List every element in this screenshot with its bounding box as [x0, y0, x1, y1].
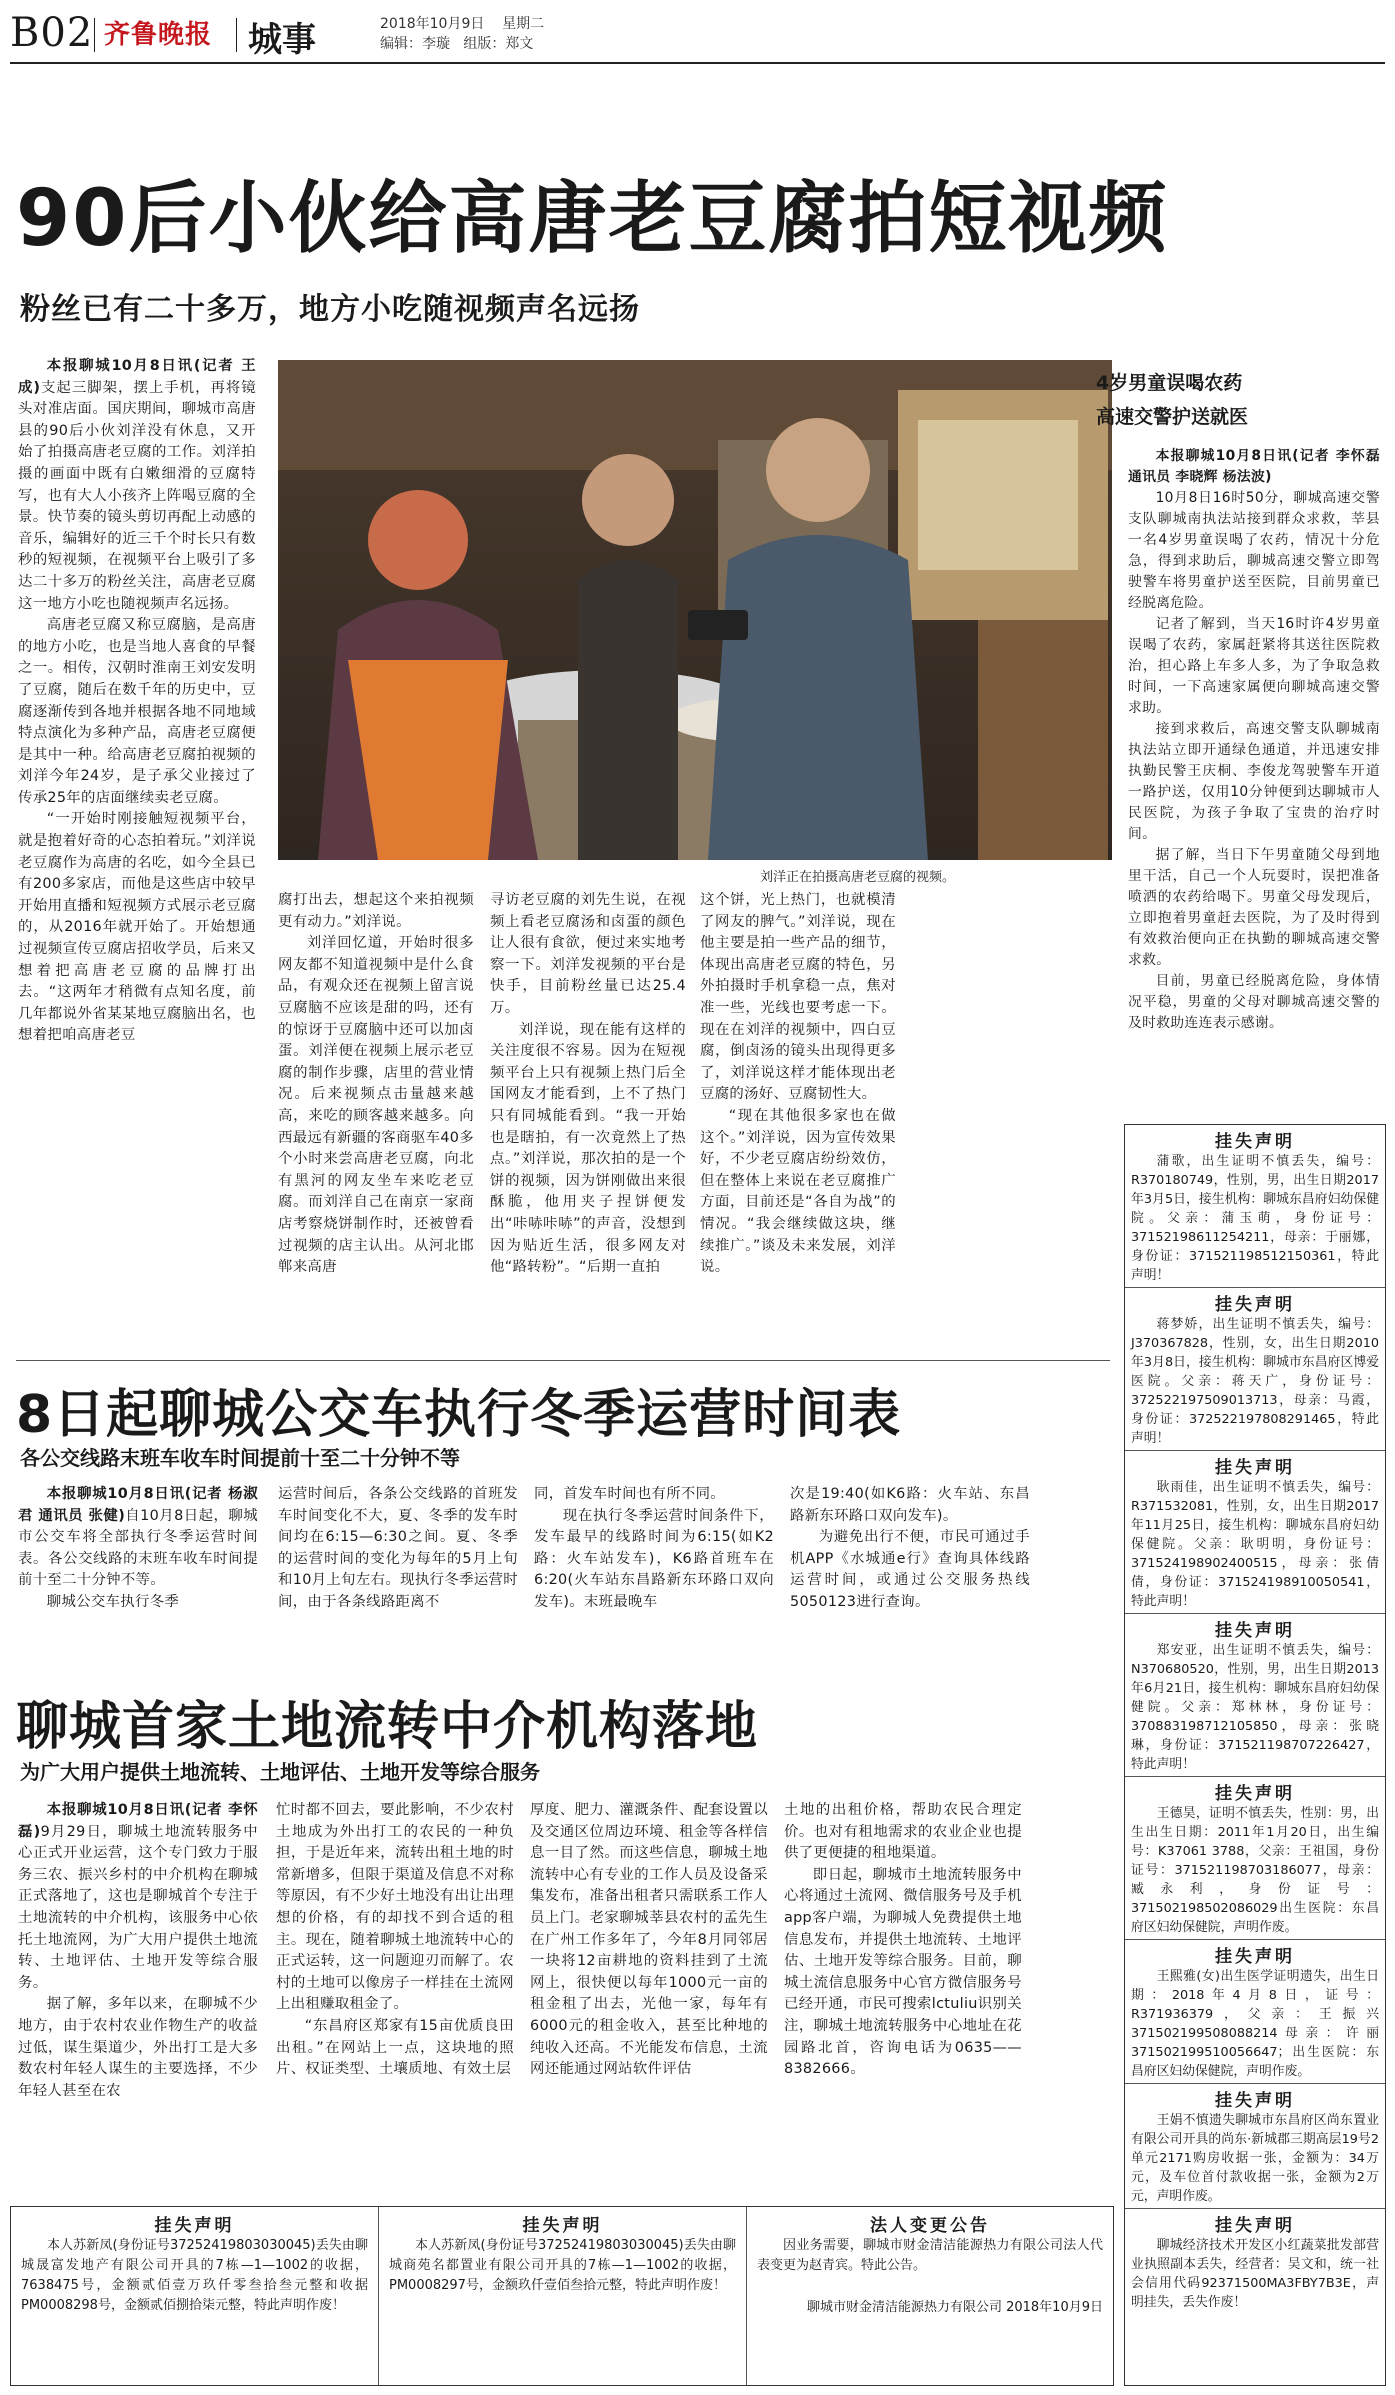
notice-text: 王熙雅(女)出生医学证明遗失，出生日期：2018年4月8日，证号：R371936379，父亲：王振兴 371502199508088214母亲：许丽 371502199510056647；出生医院：东昌府区妇幼保健院，声明作废。 — [1131, 1969, 1379, 2079]
notice-text: 郑安亚，出生证明不慎丢失，编号：N370680520，性别，男，出生日期2013年6月21日，接生机构：聊城东昌府妇幼保健院。父亲：郑林林，身份证号：370883198712105850，母亲：张晓琳，身份证：371521198707226427，特此声明！ — [1131, 1643, 1379, 1772]
side-story-headline-line2: 高速交警护送就医 — [1096, 406, 1249, 428]
story3-paragraph: 9月29日，聊城土地流转服务中心正式开业运营，这个专门致力于服务三农、振兴乡村的中介机构在聊城正式落地了，这也是聊城首个专注于土地流转的中介机构，该服务中心依托土地流网，为广大用户提供土地流转、土地评估、土地开发等综合服务。 — [18, 1823, 258, 1991]
story2-paragraph: 自10月8日起，聊城市公交车将全部执行冬季运营时间表。各公交线路的末班车收车时间提前十至二十分钟不等。 — [18, 1507, 258, 1589]
story3-dateline: 本报聊城10月8日讯(记者 李怀磊) — [18, 1802, 258, 1840]
side-story-headline-line1: 4岁男童误喝农药 — [1096, 372, 1243, 394]
notice-heading: 挂失声明 — [1215, 1784, 1295, 1804]
story2-paragraph: 聊城公交车执行冬季 — [46, 1593, 180, 1610]
side-story-headline — [1096, 366, 1376, 434]
story1-paragraph: 腐打出去，想起这个来拍视频更有动力。”刘洋说。 — [278, 892, 474, 930]
notice-text: 王德昊，证明不慎丢失，性别：男，出生出生日期：2011年1月20日，出生编号：K37061 3788，父亲：王祖国，身份证号：371521198703186077，母亲：臧永利，身份证号：371502198502086029出生医院：东昌府区妇幼保健院，声明作废。 — [1131, 1806, 1379, 1935]
story3-paragraph: 据了解，多年以来，在聊城不少地方，由于农村农业作物生产的收益过低，谋生渠道少，外出打工是大多数农村年轻人谋生的主要选择，不少年轻人甚至在农 — [18, 1996, 258, 2099]
notice-text: 本人苏新凤(身份证号372524198030300​45)丢失由聊城晟富发地产有限公司开具的7栋—1—1002的收据，7638475号，金额贰佰壹万玖仟零叁拾叁元整和收据PM0008298号，金额贰佰捌拾柒元整，特此声明作废！ — [21, 2238, 368, 2313]
notice-heading: 挂失声明 — [1215, 2091, 1295, 2111]
story2-dateline: 本报聊城10月8日讯(记者 杨淑君 通讯员 张健) — [18, 1486, 258, 1524]
notice-heading: 挂失声明 — [1215, 1132, 1295, 1152]
classified-notice — [1125, 1776, 1385, 1939]
masthead-rule — [10, 62, 1385, 64]
classified-notice — [1125, 1613, 1385, 1776]
layout-credit: 组版：郑文 — [463, 36, 534, 52]
story2-paragraph: 次是19:40(如K6路：火车站、东昌路新东环路口双向发车)。 — [790, 1486, 1030, 1524]
story1-paragraph: 高唐老豆腐又称豆腐脑，是高唐的地方小吃，也是当地人喜食的早餐之一。相传，汉朝时淮南王刘安发明了豆腐，随后在数千年的历史中，豆腐逐渐传到各地并根据各地不同地域特点演化为多种产品，高唐老豆腐便是其中一种。给高唐老豆腐拍视频的刘洋今年24岁，是子承父业接过了传承25年的店面继续卖老豆腐。 — [18, 617, 256, 806]
notice-text: 蒋梦娇，出生证明不慎丢失，编号：J370367828，性别，女，出生日期2010年3月8日，接生机构：聊城市东昌府区博爱医院。父亲：蒋天广，身份证号：372522197509013713，母亲：马霞，身份证：372522197808291465，特此声明！ — [1131, 1317, 1379, 1446]
masthead-divider — [94, 18, 95, 52]
story2-headline: 8日起聊城公交车执行冬季运营时间表 — [16, 1385, 902, 1445]
story2-subheadline: 各公交线路末班车收车时间提前十至二十分钟不等 — [20, 1446, 460, 1470]
story-divider — [16, 1360, 1110, 1361]
notice-heading: 挂失声明 — [1215, 1621, 1295, 1641]
story1-photo — [278, 360, 1112, 860]
notice-text: 蒲歌，出生证明不慎丢失，编号：R370180749，性别，男，出生日期2017年3月5日，接生机构：聊城东昌府妇幼保健院。父亲：蒲玉萌，身份证号：371521986112542​11，母亲：于丽娜，身份证：371521198512150361，特此声明！ — [1131, 1154, 1379, 1283]
notice-text: 耿雨佳，出生证明不慎丢失，编号：R371532081，性别，女，出生日期2017年11月25日，接生机构：聊城东昌府妇幼保健院。父亲：耿明明，身份证号：371524198902400515，母亲：张倩倩，身份证：371524198910050541，特此声明！ — [1131, 1480, 1379, 1609]
notice-signature: 聊城市财金清洁能源热力有限公司 2018年10月9日 — [806, 2300, 1103, 2315]
story1-column-4 — [700, 890, 896, 1356]
newspaper-brand: 齐鲁晚报 — [104, 20, 213, 50]
story2-column-2 — [278, 1484, 518, 1674]
story2-paragraph: 运营时间后，各条公交线路的首班发车时间变化不大，夏、冬季的发车时间均在6:15—6:30之间。夏、冬季的运营时间的变化为每年的5月上旬和10月上旬左右。现执行冬季运营时间，由于各条线路距离不 — [278, 1486, 518, 1610]
story3-column-2 — [276, 1800, 514, 2204]
classified-notice — [11, 2207, 379, 2385]
page-number: B02 — [10, 10, 94, 56]
side-story-paragraph: 据了解，当日下午男童随父母到地里干活，自己一个人玩耍时，误把准备喷洒的农药给喝下。男童父母发现后，立即抱着男童赶去医院，为了及时得到有效救治便向正在执勤的聊城高速交警求救。 — [1128, 847, 1380, 968]
story2-column-4 — [790, 1484, 1030, 1674]
classified-notice — [1125, 2083, 1385, 2208]
section-name: 城事 — [248, 20, 316, 60]
notice-heading: 挂失声明 — [154, 2216, 235, 2236]
story1-dateline: 本报聊城10月8日讯(记者 王成) — [18, 358, 256, 396]
story3-column-1 — [18, 1800, 258, 2204]
issue-weekday: 星期二 — [502, 16, 545, 32]
story1-paragraph: “现在其他很多家也在做这个。”刘洋说，因为宣传效果好，不少老豆腐店纷纷效仿，但在整体上来说在老豆腐推广方面，目前还是“各自为战”的情况。“我会继续做这块，继续推广。”谈及未来发展，刘洋说。 — [700, 1107, 896, 1276]
classified-notice — [1125, 1939, 1385, 2083]
notice-heading: 法人变更公告 — [870, 2216, 990, 2236]
story1-column-2 — [278, 890, 474, 1356]
classified-notice — [1125, 1125, 1385, 1287]
notice-heading: 挂失声明 — [1215, 1947, 1295, 1967]
classified-notice — [1125, 1450, 1385, 1613]
story2-column-1 — [18, 1484, 258, 1674]
story1-column-1 — [18, 356, 256, 1356]
story1-subheadline: 粉丝已有二十多万，地方小吃随视频声名远扬 — [20, 292, 640, 327]
classified-notice — [379, 2207, 747, 2385]
side-story-paragraph: 目前，男童已经脱离危险，身体情况平稳，男童的父母对聊城高速交警的及时救助连连表示感谢。 — [1128, 973, 1380, 1031]
story1-photo-caption: 刘洋正在拍摄高唐老豆腐的视频。 — [760, 870, 956, 885]
story3-column-3 — [530, 1800, 768, 2204]
story1-paragraph: 寻访老豆腐的刘先生说，在视频上看老豆腐汤和卤蛋的颜色让人很有食欲，便过来实地考察一下。刘洋发视频的平台是快手，目前粉丝量已达25.4万。 — [490, 892, 686, 1016]
story3-headline: 聊城首家土地流转中介机构落地 — [16, 1697, 759, 1757]
issue-meta — [380, 14, 544, 54]
story1-paragraph: 刘洋说，现在能有这样的关注度很不容易。因为在短视频平台上只有视频上热门后全国网友才能看到，上不了热门只有同城能看到。“我一开始也是瞎拍，有一次竟然上了热点。”刘洋说，那次拍的是一个饼的视频，因为饼刚做出来很酥脆，他用夹子捏饼便发出“咔哧咔哧”的声音，没想到因为贴近生活，很多网友对他“路转粉”。“后期一直拍 — [490, 1021, 686, 1276]
story2-paragraph: 为避免出行不便，市民可通过手机APP《水城通e行》查询具体线路运营时间，或通过公交服务热线5050123进行查询。 — [790, 1529, 1030, 1610]
story3-paragraph: “东昌府区郑家有15亩优质良田出租。”在网站上一点，这块地的照片、权证类型、土壤质地、有效土层 — [276, 2017, 514, 2078]
notice-heading: 挂失声明 — [1215, 1295, 1295, 1315]
story3-column-4 — [784, 1800, 1022, 2204]
editor-credit: 编辑：李璇 — [380, 36, 450, 52]
notice-text: 因业务需要，聊城市财金清洁能源热力有限公司法人代表变更为赵青宾。特此公告。 — [757, 2238, 1103, 2273]
tofu-shop-photo-illustration — [278, 360, 1112, 860]
story3-paragraph: 土地的出租价格，帮助农民合理定价。也对有租地需求的农业企业也提供了更便捷的租地渠道。 — [784, 1802, 1022, 1862]
notice-text: 王娟不慎遗失聊城市东昌府区尚东置业有限公司开具的尚东·新城郡三期高层19号2单元2171购房收据一张，金额为：34万元，及车位首付款收据一张，金额为2万元，声明作废。 — [1131, 2113, 1379, 2204]
classifieds-box — [1124, 1124, 1386, 2386]
side-story-body — [1128, 446, 1380, 1122]
classified-notice — [1125, 1287, 1385, 1450]
classified-notice — [1125, 2208, 1385, 2314]
side-story-paragraph: 接到求救后，高速交警支队聊城南执法站立即开通绿色通道，并迅速安排执勤民警王庆桐、李俊龙驾驶警车开道一路护送，仅用10分钟便到达聊城市人民医院，为孩子争取了宝贵的治疗时间。 — [1128, 721, 1380, 842]
story2-column-3 — [534, 1484, 774, 1674]
story1-paragraph: 刘洋回忆道，开始时很多网友都不知道视频中是什么食品，有观众还在视频上留言说豆腐脑不应该是甜的吗，还有的惊讶于豆腐脑中还可以加卤蛋。刘洋便在视频上展示老豆腐的制作步骤，店里的营业情况。后来视频点击量越来越高，来吃的顾客越来越多。向西最远有新疆的客商驱车40多个小时来尝高唐老豆腐，向北有黑河的网友坐车来吃老豆腐。而刘洋自己在南京一家商店考察烧饼制作时，还被曾看过视频的店主认出。从河北邯郸来高唐 — [278, 935, 474, 1276]
story1-paragraph: 支起三脚架，摆上手机，再将镜头对准店面。国庆期间，聊城市高唐县的90后小伙刘洋没有休息，又开始了拍摄高唐老豆腐的工作。刘洋拍摄的画面中既有白嫩细滑的豆腐特写，也有大人小孩齐上阵喝豆腐的全景。快节奏的镜头剪切再配上动感的音乐，编辑好的近三千个时长只有数秒的短视频，在视频平台上吸引了多达二十多万的粉丝关注，高唐老豆腐这一地方小吃也随视频声名远扬。 — [18, 379, 256, 612]
notice-text: 聊城经济技术开发区小红蔬菜批发部营业执照副本丢失，经营者：吴文和，统一社会信用代码92371500MA3FBY7B3E，声明挂失，丢失作废！ — [1131, 2238, 1379, 2310]
story1-column-3 — [490, 890, 686, 1356]
story2-paragraph: 同，首发车时间也有所不同。 — [534, 1486, 725, 1502]
masthead-divider — [236, 18, 237, 52]
classified-notice — [747, 2207, 1113, 2385]
story1-paragraph: “一开始时刚接触短视频平台，就是抱着好奇的心态拍着玩。”刘洋说老豆腐作为高唐的名吃，如今全县已有200多家店，而他是这些店中较早开始用直播和短视频方式展示老豆腐的，从2016年就开始了。开始想通过视频宣传豆腐店招收学员，后来又想着把高唐老豆腐的品牌打出去。“这两年才稍微有点知名度，前几年都说外省某某地豆腐脑出名，也想着把咱高唐老豆 — [18, 811, 256, 1044]
notice-heading: 挂失声明 — [1215, 1458, 1295, 1478]
story3-paragraph: 忙时都不回去，要此影响，不少农村土地成为外出打工的农民的一种负担，于是近年来，流转出租土地的时常新增多，但限于渠道及信息不对称等原因，有不少好土地没有出让出理想的价格，有的却找不到合适的租主。现在，随着聊城土地流转中心的正式运转，这一问题迎刃而解了。农村的土地可以像房子一样挂在土流网上出租赚取租金了。 — [276, 1802, 514, 2013]
story1-paragraph: 这个饼，光上热门，也就模清了网友的脾气。”刘洋说，现在他主要是拍一些产品的细节，体现出高唐老豆腐的特色，另外拍摄时手机拿稳一点，焦对准一些，光线也要考虑一下。现在在刘洋的视频中，四白豆腐，倒卤汤的镜头出现得更多了，刘洋说这样才能体现出老豆腐的汤好、豆腐韧性大。 — [700, 892, 896, 1103]
story1-headline: 90后小伙给高唐老豆腐拍短视频 — [16, 174, 1169, 264]
story3-paragraph: 即日起，聊城市土地流转服务中心将通过土流网、微信服务号及手机app客户端，为聊城人免费提供土地信息发布，并提供土地流转、土地评估、土地开发等综合服务。目前，聊城土流信息服务中心官方微信服务号已经开通，市民可搜索lctuliu识别关注，聊城土地流转服务中心地址在花园路北首，咨询电话为0635——8382666。 — [784, 1866, 1022, 2078]
story2-paragraph: 现在执行冬季运营时间条件下，发车最早的线路时间为6:15(如K2路：火车站发车)，K6路首班车在6:20(火车站东昌路新东环路口双向发车)。末班最晚车 — [534, 1507, 774, 1610]
notice-heading: 挂失声明 — [522, 2216, 603, 2236]
side-story-paragraph: 记者了解到，当天16时许4岁男童误喝了农药，家属赶紧将其送往医院救治，担心路上车多人多，为了争取急救时间，一下高速家属便向聊城高速交警求助。 — [1128, 616, 1380, 716]
issue-date: 2018年10月9日 — [380, 16, 485, 32]
bottom-classifieds — [10, 2206, 1114, 2386]
side-story-dateline: 本报聊城10月8日讯(记者 李怀磊 通讯员 李晓辉 杨法波) — [1128, 448, 1380, 485]
notice-heading: 挂失声明 — [1215, 2216, 1295, 2236]
side-story-paragraph: 10月8日16时50分，聊城高速交警支队聊城南执法站接到群众求救，莘县一名4岁男童误喝了农药，情况十分危急，得到求助后，聊城高速交警立即驾驶警车将男童护送至医院，目前男童已经脱离危险。 — [1128, 490, 1380, 611]
notice-text: 本人苏新凤(身份证号372524198030300​45)丢失由聊城商苑名都置业有限公司开具的7栋—1—1002的收据，PM0008297号，金额玖仟壹佰叁拾元整，特此声明作废！ — [389, 2238, 736, 2293]
story3-paragraph: 厚度、肥力、灌溉条件、配套设置以及交通区位周边环境、租金等各样信息一目了然。而这些信息，聊城土地流转中心有专业的工作人员及设备采集发布，准备出租者只需联系工作人员上门。老家聊城莘县农村的孟先生在广州工作多年了，今年8月同邻居一块将12亩耕地的资料挂到了土流网上，很快便以每年1000元一亩的租金租了出去，光他一家，每年有6000元的租金收入，甚至比种地的纯收入还高。不光能发布信息，土流网还能通过网站软件评估 — [530, 1802, 768, 2078]
story3-subheadline: 为广大用户提供土地流转、土地评估、土地开发等综合服务 — [20, 1760, 540, 1784]
